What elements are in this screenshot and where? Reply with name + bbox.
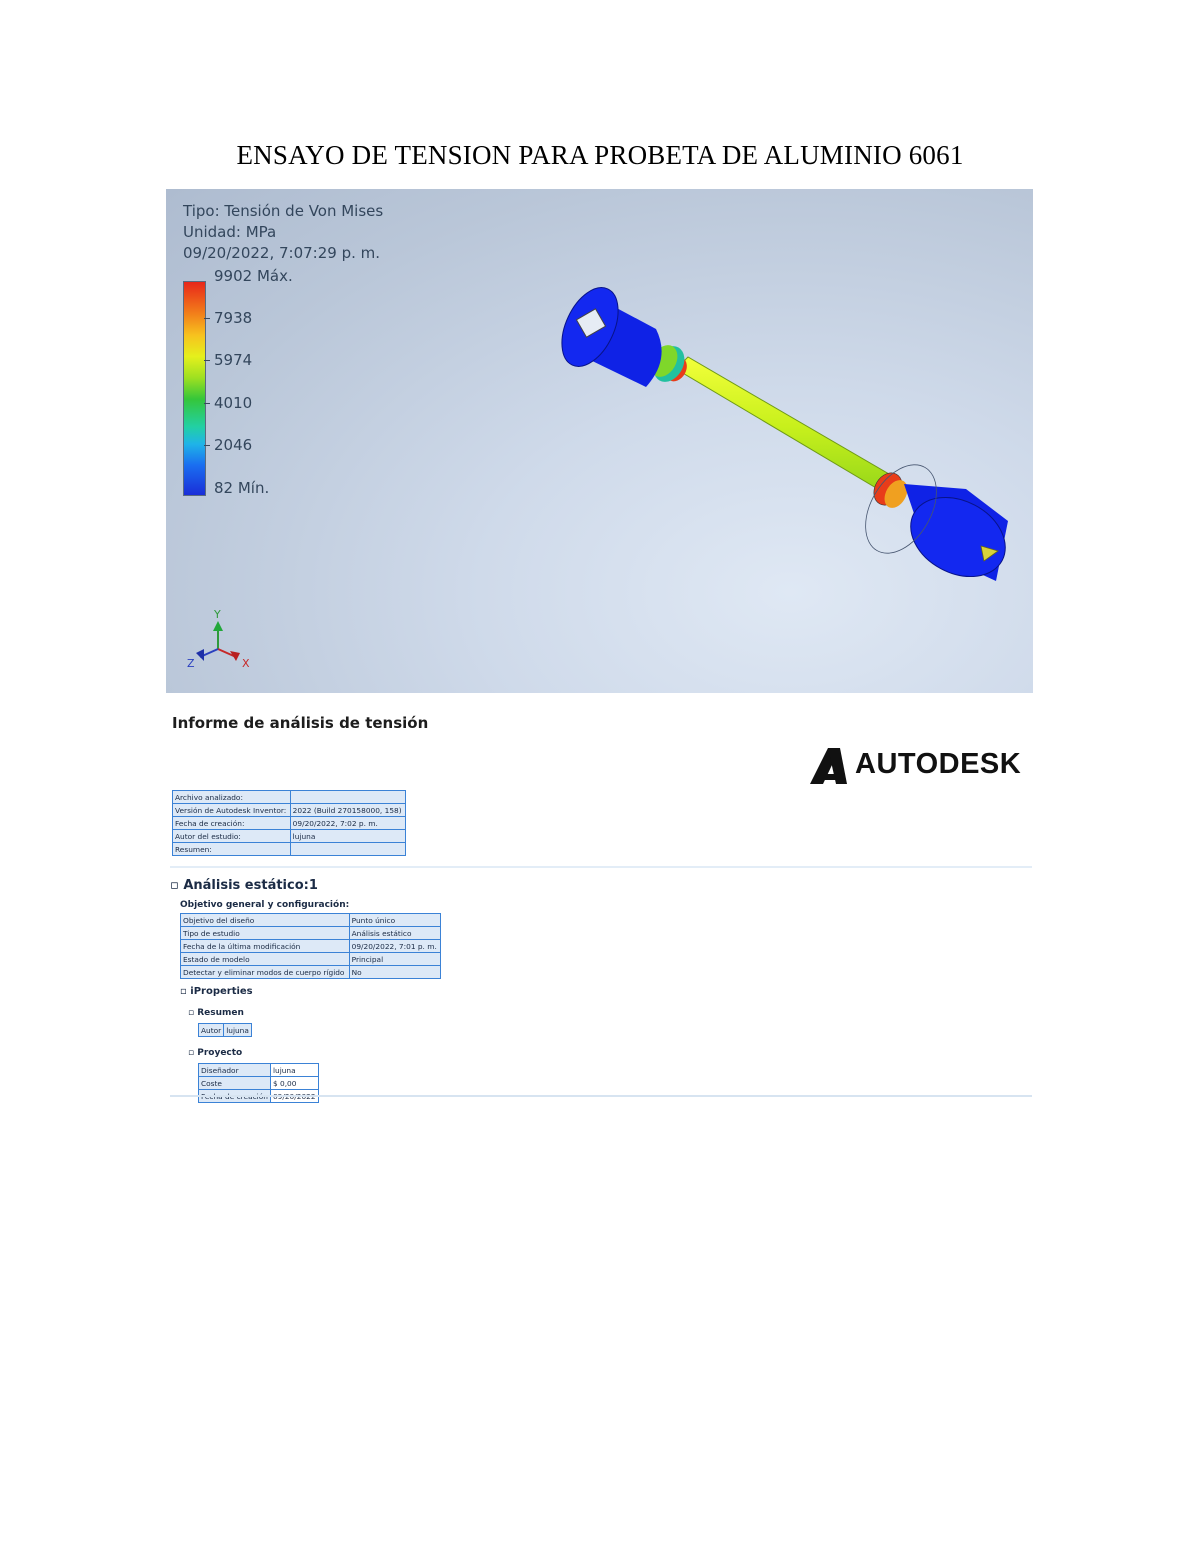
svg-text:X: X xyxy=(242,657,250,669)
report-bottom-divider xyxy=(170,1095,1032,1097)
file-info-table: Archivo analizado: Versión de Autodesk Inventor: 2022 (Build 270158000, 158) Fecha de creación: 09/20/2022, 7:02 p. m. Autor del estudio: lujuna Resumen: xyxy=(172,790,406,856)
summary-heading[interactable]: ▫ Resumen xyxy=(188,1008,244,1018)
legend-min-label: 82 Mín. xyxy=(214,479,270,497)
legend-label: 2046 xyxy=(214,436,253,454)
summary-table: Autor lujuna xyxy=(198,1023,252,1037)
stress-type-label: Tipo: Tensión de Von Mises xyxy=(183,202,384,220)
legend-label: 7938 xyxy=(214,309,253,327)
svg-text:Y: Y xyxy=(214,609,221,621)
brand-name: AUTODESK xyxy=(855,748,1022,780)
specimen-model xyxy=(166,189,1033,693)
legend-label: 5974 xyxy=(214,351,253,369)
iproperties-heading[interactable]: ▫ iProperties xyxy=(180,986,253,997)
autodesk-logo xyxy=(807,744,1032,788)
legend-max-label: 9902 Máx. xyxy=(214,267,293,285)
unit-label: Unidad: MPa xyxy=(183,223,277,241)
general-config-table: Objetivo del diseño Punto único Tipo de estudio Análisis estático Fecha de la última modificación 09/20/2022, 7:01 p. m. Estado de modelo Principal Detectar y eliminar modos de cuerpo rígido No xyxy=(180,913,441,979)
timestamp-label: 09/20/2022, 7:07:29 p. m. xyxy=(183,244,381,262)
project-heading[interactable]: ▫ Proyecto xyxy=(188,1048,243,1058)
static-analysis-heading[interactable]: ▫ Análisis estático:1 xyxy=(170,878,318,893)
svg-text:Z: Z xyxy=(187,657,195,669)
autodesk-logo-icon xyxy=(807,744,849,786)
stress-color-legend xyxy=(183,281,206,496)
document-title: ENSAYO DE TENSION PARA PROBETA DE ALUMINIO 6061 xyxy=(236,140,964,170)
simulation-viewport[interactable] xyxy=(166,189,1033,693)
project-table: Diseñador lujuna Coste $ 0,00 xyxy=(198,1063,319,1103)
general-config-heading: Objetivo general y configuración: xyxy=(180,900,350,910)
axis-triad-icon xyxy=(186,609,256,669)
section-divider xyxy=(170,866,1032,868)
legend-label: 4010 xyxy=(214,394,253,412)
report-title: Informe de análisis de tensión xyxy=(172,714,429,732)
